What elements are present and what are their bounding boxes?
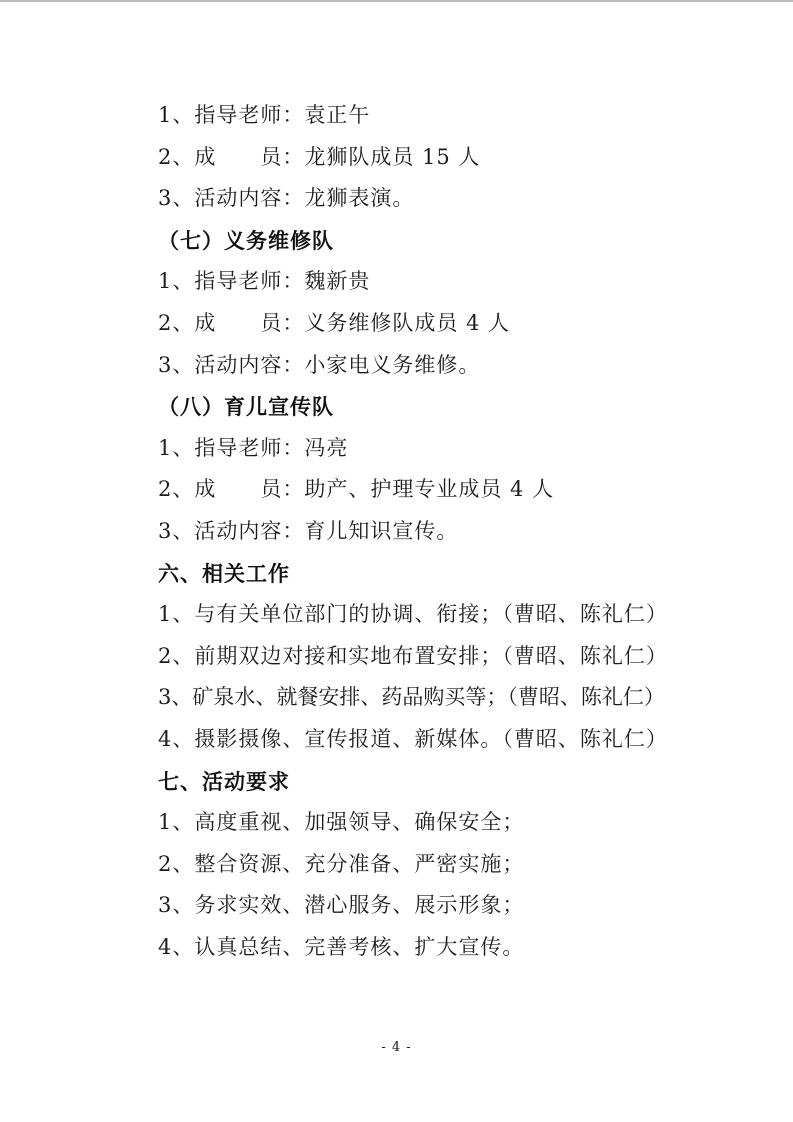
document-line: 4、认真总结、完善考核、扩大宣传。 (158, 934, 525, 959)
document-body (158, 95, 773, 968)
section-heading: （七）义务维修队 (158, 227, 334, 253)
document-line: 1、高度重视、加强领导、确保安全； (158, 810, 525, 835)
document-line: 2、成 员：助产、护理专业成员 4 人 (158, 477, 555, 502)
section-heading: （八）育儿宣传队 (158, 394, 334, 420)
document-line: 4、摄影摄像、宣传报道、新媒体。（曹昭、陈礼仁） (158, 726, 668, 751)
document-line: 1、与有关单位部门的协调、衔接；（曹昭、陈礼仁） (158, 602, 668, 627)
page-number: - 4 - (381, 1040, 412, 1055)
page-top-edge (0, 0, 793, 2)
section-heading: 七、活动要求 (158, 768, 290, 794)
document-line: 3、务求实效、潜心服务、展示形象； (158, 893, 525, 918)
document-line: 3、活动内容：育儿知识宣传。 (158, 518, 459, 543)
document-line: 3、活动内容：小家电义务维修。 (158, 352, 481, 377)
document-line: 2、整合资源、充分准备、严密实施； (158, 851, 525, 876)
document-line: 3、活动内容：龙狮表演。 (158, 186, 415, 211)
document-line: 1、指导老师：冯亮 (158, 435, 349, 460)
document-line: 1、指导老师：魏新贵 (158, 269, 371, 294)
document-line: 1、指导老师：袁正午 (158, 103, 371, 127)
document-line: 3、矿泉水、就餐安排、药品购买等；（曹昭、陈礼仁） (158, 685, 665, 710)
document-line: 2、成 员：义务维修队成员 4 人 (158, 310, 511, 335)
section-heading: 六、相关工作 (158, 560, 290, 586)
document-line: 2、前期双边对接和实地布置安排；（曹昭、陈礼仁） (158, 643, 668, 668)
page-footer (0, 1036, 793, 1055)
document-line: 2、成 员：龙狮队成员 15 人 (158, 144, 481, 169)
